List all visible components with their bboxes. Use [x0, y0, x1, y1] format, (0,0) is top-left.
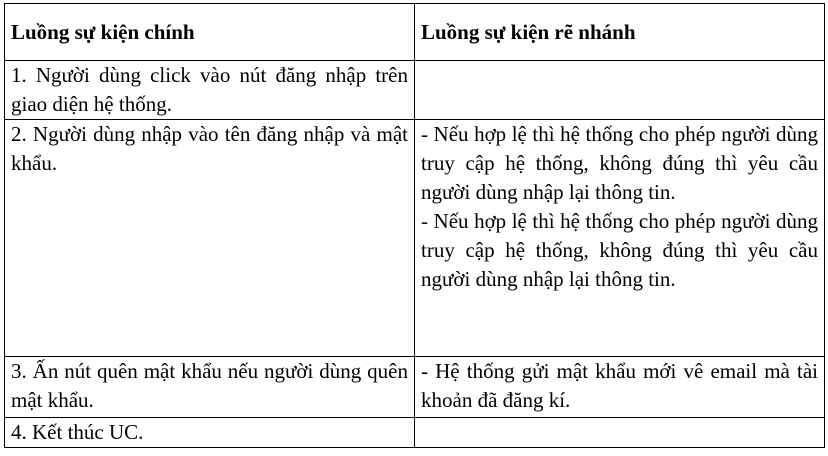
table-row [5, 357, 825, 418]
alternate-flow-cell [415, 418, 825, 448]
main-flow-cell: 4. Kết thúc UC. [5, 418, 415, 448]
alternate-flow-cell [415, 120, 825, 357]
table-row [5, 418, 825, 448]
header-main-flow: Luồng sự kiện chính [5, 4, 415, 61]
header-alternate-flow: Luồng sự kiện rẽ nhánh [415, 4, 825, 61]
table-row [5, 61, 825, 120]
main-flow-cell: 2. Người dùng nhập vào tên đăng nhập và mật khẩu. [5, 120, 415, 357]
alternate-flow-cell [415, 61, 825, 120]
use-case-flow-table [4, 3, 825, 448]
alternate-flow-step: - Nếu hợp lệ thì hệ thống cho phép người dùng truy cập hệ thống, không đúng thì yêu cầu người dùng nhập lại thông tin. [421, 209, 818, 291]
main-flow-cell: 1. Người dùng click vào nút đăng nhập trên giao diện hệ thống. [5, 61, 415, 120]
table-header-row [5, 4, 825, 61]
main-flow-cell: 3. Ấn nút quên mật khẩu nếu người dùng quên mật khẩu. [5, 357, 415, 418]
alternate-flow-cell [415, 357, 825, 418]
alternate-flow-step: - Hệ thống gửi mật khẩu mới vê email mà tài khoản đã đăng kí. [421, 359, 818, 412]
table-row [5, 120, 825, 357]
alternate-flow-step: - Nếu hợp lệ thì hệ thống cho phép người dùng truy cập hệ thống, không đúng thì yêu cầu người dùng nhập lại thông tin. [421, 122, 818, 204]
